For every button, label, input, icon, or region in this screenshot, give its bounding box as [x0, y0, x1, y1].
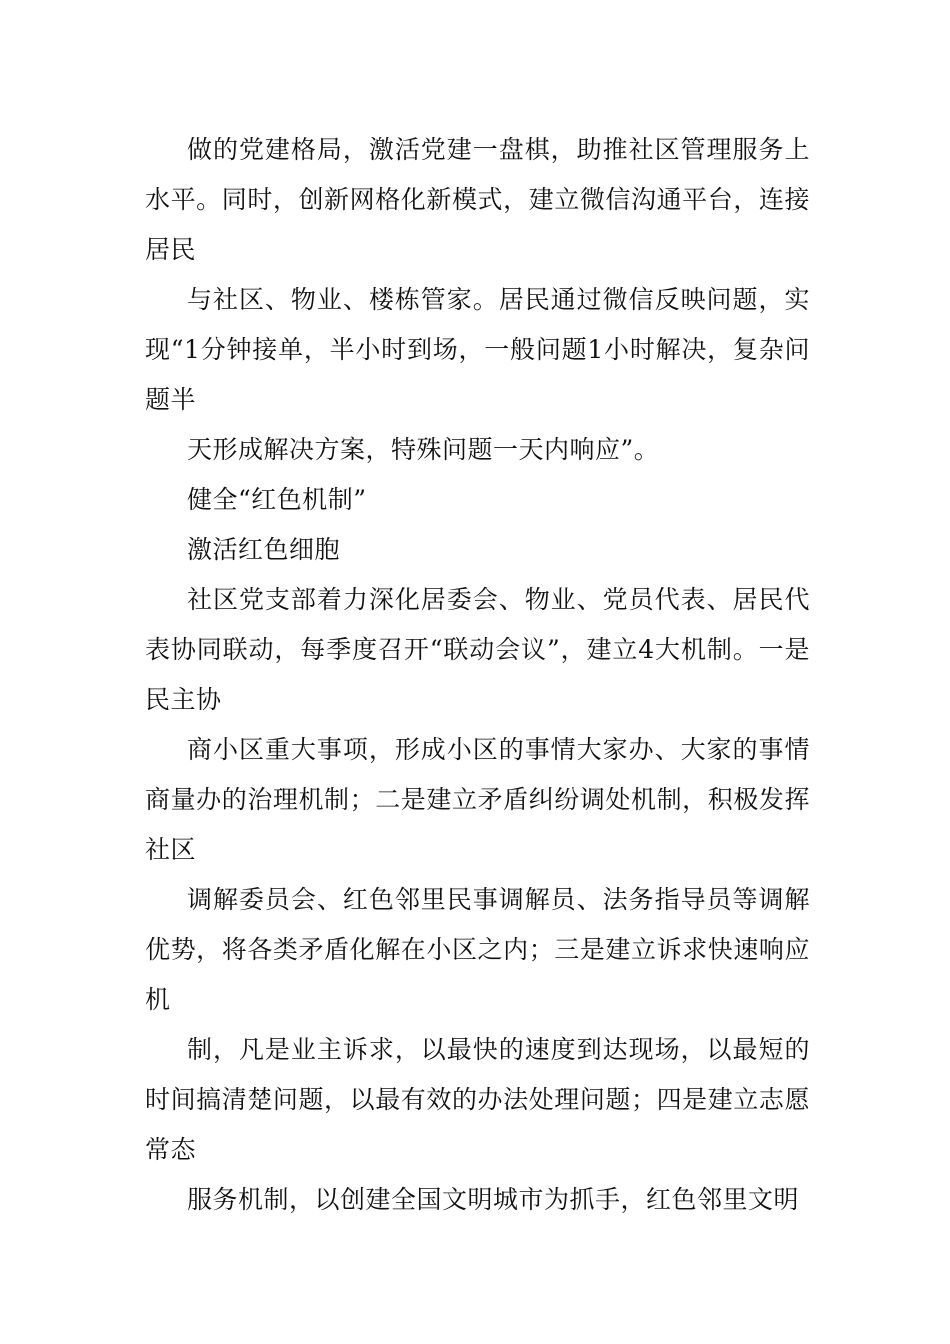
paragraph: 做的党建格局，激活党建一盘棋，助推社区管理服务上水平。同时，创新网格化新模式，建立微信沟通平台，连接居民	[145, 135, 810, 264]
paragraph: 天形成解决方案，特殊问题一天内响应”。	[187, 435, 660, 464]
paragraph: 社区党支部着力深化居委会、物业、党员代表、居民代表协同联动，每季度召开“联动会议”，建立4大机制。一是民主协	[145, 585, 810, 714]
paragraph: 服务机制，以创建全国文明城市为抓手，红色邻里文明	[187, 1185, 800, 1214]
paragraph: 调解委员会、红色邻里民事调解员、法务指导员等调解优势，将各类矛盾化解在小区之内；三是建立诉求快速响应机	[145, 885, 810, 1014]
section-heading: 健全“红色机制”	[187, 485, 367, 514]
document-body	[145, 125, 810, 1225]
paragraph: 与社区、物业、楼栋管家。居民通过微信反映问题，实现“1分钟接单，半小时到场，一般问题1小时解决，复杂问题半	[145, 285, 810, 414]
paragraph: 制，凡是业主诉求，以最快的速度到达现场，以最短的时间搞清楚问题，以最有效的办法处理问题；四是建立志愿常态	[145, 1035, 810, 1164]
section-subheading: 激活红色细胞	[187, 535, 341, 564]
paragraph: 商小区重大事项，形成小区的事情大家办、大家的事情商量办的治理机制；二是建立矛盾纠纷调处机制，积极发挥社区	[145, 735, 810, 864]
